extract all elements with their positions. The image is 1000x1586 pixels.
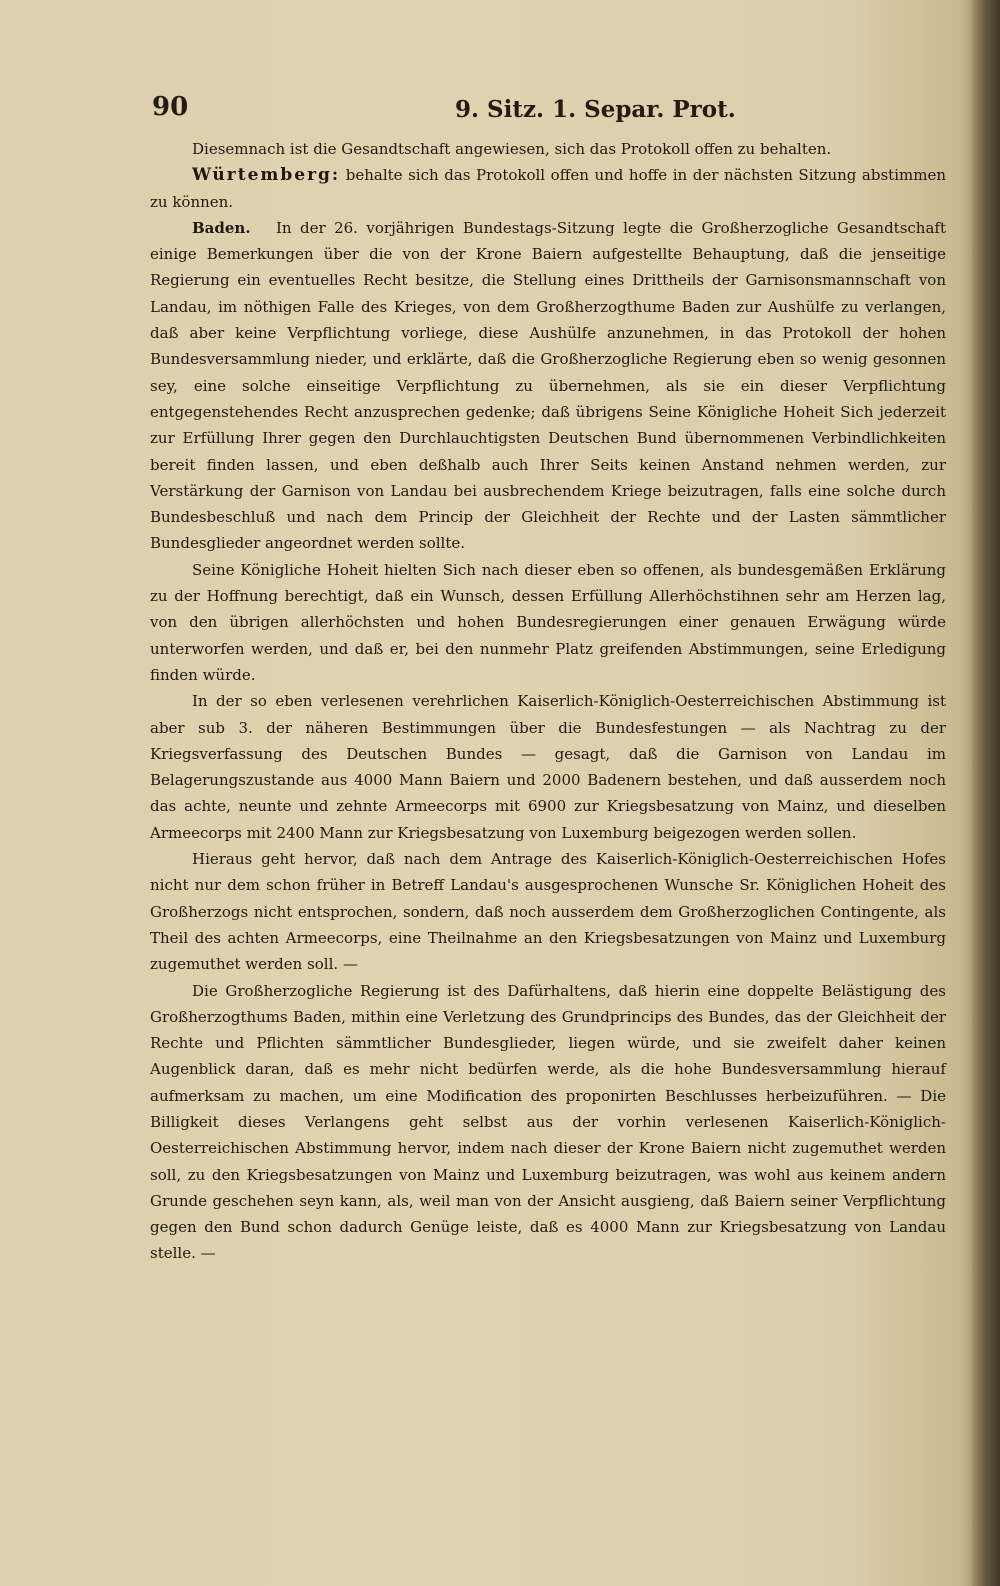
speaker-baden: Baden.	[192, 218, 251, 237]
book-spine-edge	[972, 0, 1000, 1586]
paragraph-baden	[150, 215, 946, 557]
speaker-wuertemberg: Würtemberg:	[192, 165, 341, 186]
running-head: 9. Sitz. 1. Separ. Prot.	[455, 96, 736, 123]
paragraph-5: In der so eben verlesenen verehrlichen Kaiserlich-Königlich-Oesterreichischen Abstimmung ist aber sub 3. der näheren Bestimmungen über die Bundesfestungen — als Nachtrag zu der Kriegsverfassung des Deutschen Bundes — gesagt, daß die Garnison von Landau im Belagerungszustande aus 4000 Mann Baiern und 2000 Badenern bestehen, und daß ausserdem noch das achte, neunte und zehnte Armeecorps mit 6900 zur Kriegsbesatzung von Mainz, und dieselben Armeecorps mit 2400 Mann zur Kriegsbesatzung von Luxemburg beigezogen werden sollen.	[150, 692, 946, 842]
paragraph-7: Die Großherzogliche Regierung ist des Dafürhaltens, daß hierin eine doppelte Belästigung des Großherzogthums Baden, mithin eine Verletzung des Grundprincips des Bundes, das der Gleichheit der Rechte und Pflichten sämmtlicher Bundesglieder, liegen würde, und sie zweifelt daher keinen Augenblick daran, daß es mehr nicht bedürfen werde, als die hohe Bundesversammlung hierauf aufmerksam zu machen, um eine Modification des proponirten Beschlusses herbeizuführen. — Die Billigkeit dieses Verlangens geht selbst aus der vorhin verlesenen Kaiserlich-Königlich-Oesterreichischen Abstimmung hervor, indem nach dieser der Krone Baiern nicht zugemuthet werden soll, zu den Kriegsbesatzungen von Mainz und Luxemburg beizutragen, was wohl aus keinem andern Grunde geschehen seyn kann, als, weil man von der Ansicht ausgieng, daß Baiern seiner Verpflichtung gegen den Bund schon dadurch Genüge leiste, daß es 4000 Mann zur Kriegsbesatzung von Landau stelle. —	[150, 981, 946, 1263]
paragraph-baden-text: In der 26. vorjährigen Bundestags-Sitzung legte die Großherzogliche Gesandtschaft einige Bemerkungen über die von der Krone Baiern aufgestellte Behauptung, daß die jenseitige Regierung ein eventuelles Recht besitze, die Stellung eines Drittheils der Garnisonsmannschaft von Landau, im nöthigen Falle des Krieges, von dem Großherzogthume Baden zur Aushülfe zu verlangen, daß aber keine Verpflichtung vorliege, diese Aushülfe anzunehmen, in das Protokoll der hohen Bundesversammlung nieder, und erklärte, daß die Großherzogliche Regierung eben so wenig gesonnen sey, eine solche einseitige Verpflichtung zu übernehmen, als sie ein dieser Verpflichtung entgegenstehendes Recht anzusprechen gedenke; daß übrigens Seine Königliche Hoheit Sich jederzeit zur Erfüllung Ihrer gegen den Durchlauchtigsten Deutschen Bund übernommenen Verbindlichkeiten bereit finden lassen, und eben deßhalb auch Ihrer Seits keinen Anstand nehmen werden, zur Verstärkung der Garnison von Landau bei ausbrechendem Kriege beizutragen, falls eine solche durch Bundesbeschluß und nach dem Princip der Gleichheit der Rechte und der Lasten sämmtlicher Bundesglieder angeordnet werden sollte.	[150, 218, 946, 553]
paragraph-wuertemberg-text: behalte sich das Protokoll offen und hoffe in der nächsten Sitzung abstimmen zu können.	[150, 166, 946, 211]
page-number: 90	[152, 92, 189, 122]
paragraph-4: Seine Königliche Hoheit hielten Sich nach dieser eben so offenen, als bundesgemäßen Erklärung zu der Hoffnung berechtigt, daß ein Wunsch, dessen Erfüllung Allerhöchstihnen sehr am Herzen lag, von den übrigen allerhöchsten und hohen Bundesregierungen einer genauen Erwägung würde unterworfen werden, und daß er, bei den nunmehr Platz greifenden Abstimmungen, seine Erledigung finden würde.	[150, 560, 946, 684]
paragraph-wuertemberg	[150, 162, 946, 215]
page-body	[150, 136, 946, 1267]
paragraph-1: Diesemnach ist die Gesandtschaft angewiesen, sich das Protokoll offen zu behalten.	[192, 140, 832, 158]
paragraph-6: Hieraus geht hervor, daß nach dem Antrage des Kaiserlich-Königlich-Oesterreichischen Hofes nicht nur dem schon früher in Betreff Landau's ausgesprochenen Wunsche Sr. Königlichen Hoheit des Großherzogs nicht entsprochen, sondern, daß noch ausserdem dem Großherzoglichen Contingente, als Theil des achten Armeecorps, eine Theilnahme an den Kriegsbesatzungen von Mainz und Luxemburg zugemuthet werden soll. —	[150, 850, 946, 974]
